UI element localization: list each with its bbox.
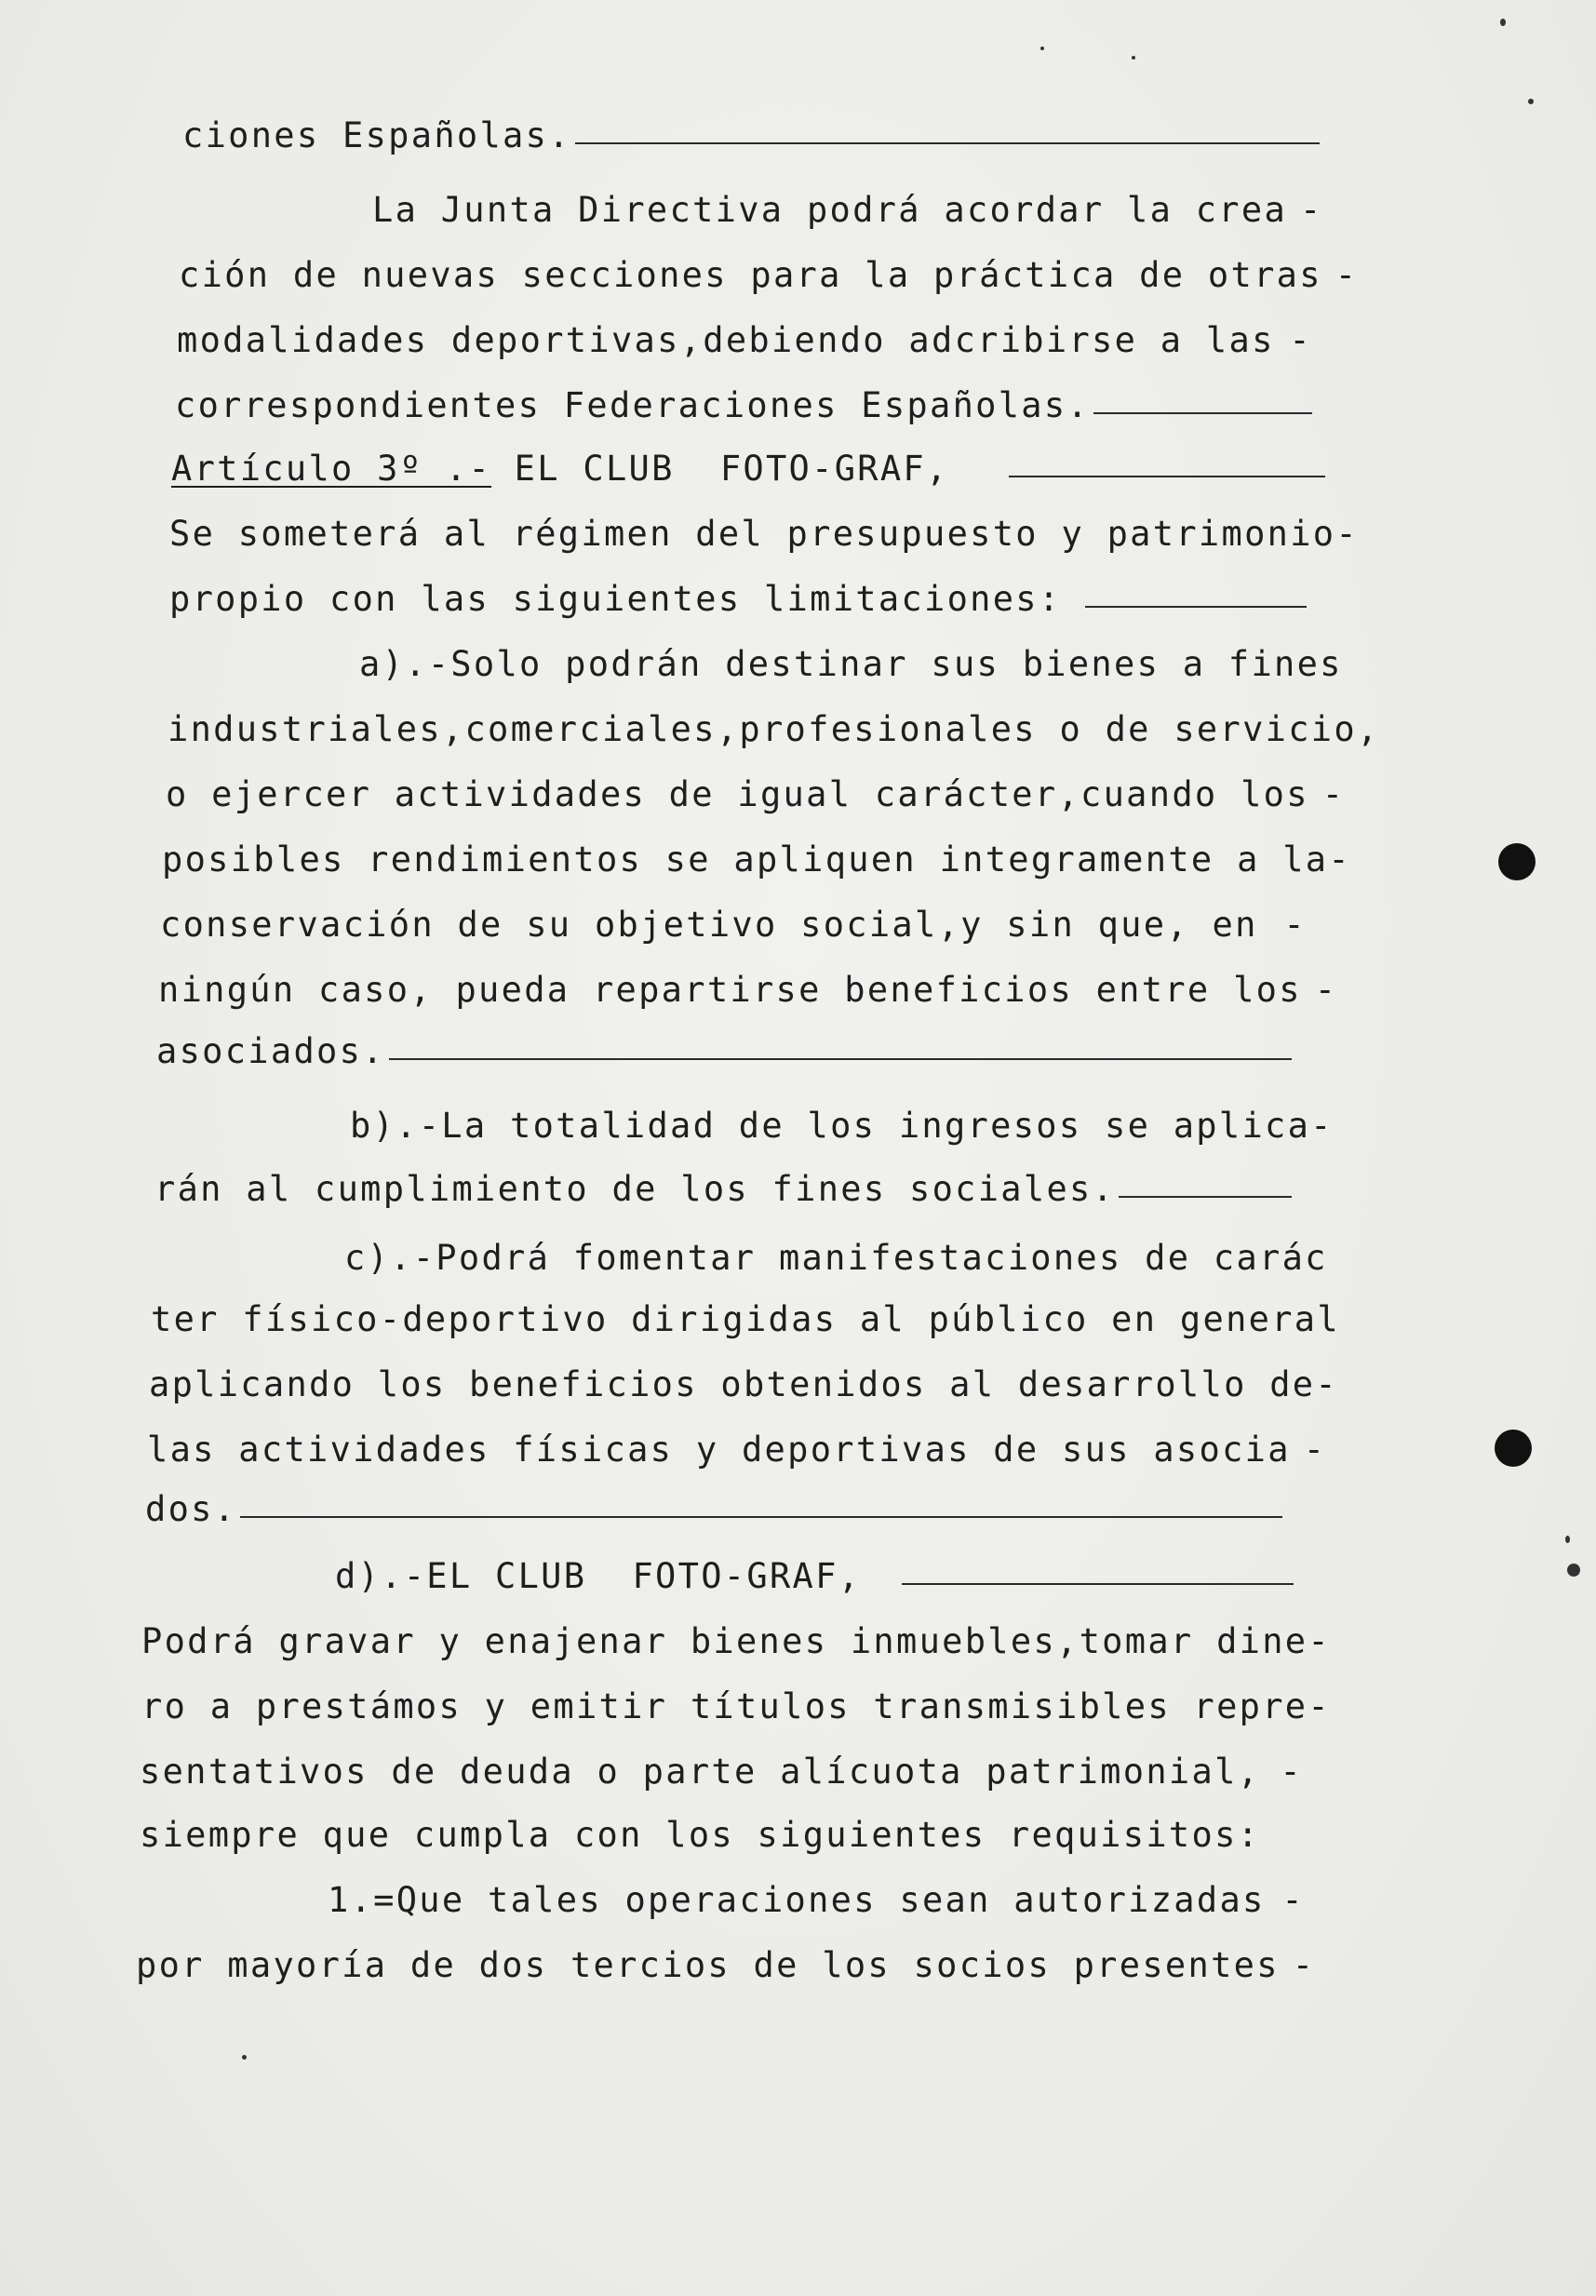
punch-hole [1498,843,1536,880]
speck [1567,1564,1580,1577]
text-line: a).-Solo podrán destinar sus bienes a fines [359,644,1343,684]
article-number: Artículo 3º .- [171,449,492,489]
text-line: modalidades deportivas,debiendo adcribirse a las - [177,320,1312,360]
text-line: conservación de su objetivo social,y sin que, en - [160,905,1307,945]
text-line: propio con las siguientes limitaciones: [169,579,1307,620]
text-line: siempre que cumpla con los siguientes requisitos: [140,1815,1261,1855]
speck [1528,99,1534,104]
text-line: ciones Españolas. [182,115,1320,156]
fill-rule [1093,412,1312,414]
text-line: 1.=Que tales operaciones sean autorizadas - [328,1880,1305,1920]
text-line: La Junta Directiva podrá acordar la crea - [372,190,1323,230]
fill-rule [389,1058,1292,1060]
speck [242,2055,247,2060]
text-line: asociados. [156,1031,1292,1072]
text-line: c).-Podrá fomentar manifestaciones de carác [344,1238,1328,1278]
fill-rule [575,142,1320,144]
text-line: ción de nuevas secciones para la práctica de otras - [179,255,1359,295]
text-line: ro a prestámos y emitir títulos transmisibles repre- [141,1686,1331,1726]
club-name: EL CLUB FOTO-GRAF, [491,449,949,489]
text-line: Se someterá al régimen del presupuesto y patrimonio- [169,514,1359,554]
fill-rule [1009,476,1325,477]
text-line: b).-La totalidad de los ingresos se aplica- [350,1106,1334,1146]
text-line: d).-EL CLUB FOTO-GRAF, [335,1556,1294,1597]
text-line: Podrá gravar y enajenar bienes inmuebles,tomar dine- [141,1621,1331,1661]
speck [1040,47,1044,50]
punch-hole [1495,1430,1532,1467]
text-line: las actividades físicas y deportivas de sus asocia - [147,1430,1327,1470]
speck [1132,56,1135,60]
text-line: ningún caso, pueda repartirse beneficios entre los - [158,970,1338,1010]
text-line: ter físico-deportivo dirigidas al público en general [151,1299,1340,1339]
article-heading [171,449,1325,490]
text-line: aplicando los beneficios obtenidos al desarrollo de- [149,1364,1338,1404]
text-line: dos. [145,1489,1282,1530]
text-line: correspondientes Federaciones Españolas. [175,385,1312,426]
text-line: rán al cumplimiento de los fines sociales. [154,1169,1292,1210]
fill-rule [1085,606,1307,608]
fill-rule [240,1516,1282,1518]
text-line: sentativos de deuda o parte alícuota patrimonial, - [140,1752,1303,1792]
text-line: industriales,comerciales,profesionales o de servicio, [168,709,1380,749]
text-line: por mayoría de dos tercios de los socios presentes - [136,1945,1316,1985]
speck [1565,1536,1570,1543]
fill-rule [1119,1196,1292,1198]
speck [1500,19,1506,26]
text-line: o ejercer actividades de igual carácter,cuando los - [166,774,1346,814]
text-line: posibles rendimientos se apliquen integramente a la- [162,839,1351,879]
fill-rule [902,1583,1294,1585]
